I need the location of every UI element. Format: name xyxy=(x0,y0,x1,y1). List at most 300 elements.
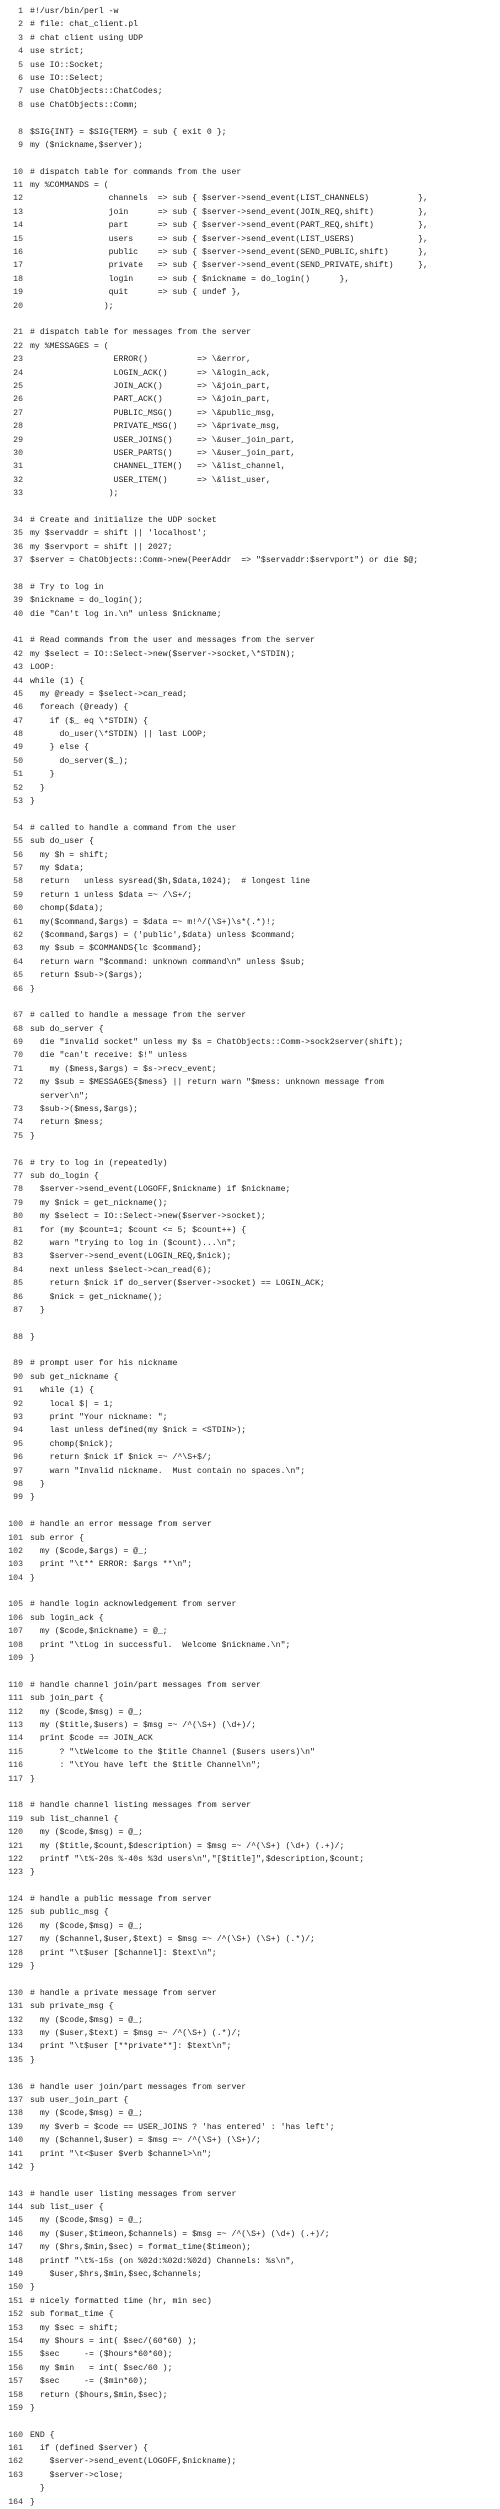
line-number: 155 xyxy=(8,2350,23,2360)
line-number: 77 xyxy=(13,1171,23,1181)
code-line xyxy=(0,1291,500,1304)
line-code: # handle a public message from server xyxy=(30,1895,212,1905)
line-code: return unless sysread($h,$data,1024); # longest line xyxy=(30,877,311,887)
line-number: 34 xyxy=(13,515,23,525)
line-code: sub error { xyxy=(30,1533,85,1543)
line-number: 139 xyxy=(8,2122,23,2132)
line-code: } xyxy=(30,1332,35,1342)
code-line xyxy=(0,2469,500,2482)
code-line xyxy=(0,1250,500,1263)
line-code: use IO::Socket; xyxy=(30,60,104,70)
code-line xyxy=(0,688,500,701)
line-number: 93 xyxy=(13,1413,23,1423)
code-line xyxy=(0,2482,500,2495)
code-line xyxy=(0,956,500,969)
line-code: # handle an error message from server xyxy=(30,1520,212,1530)
line-code: #!/usr/bin/perl -w xyxy=(30,7,119,16)
line-code: use ChatObjects::Comm; xyxy=(30,100,139,110)
code-line xyxy=(0,1036,500,1049)
line-code: return $nick if do_server($server->socket) == LOGIN_ACK; xyxy=(30,1279,325,1289)
line-number: 10 xyxy=(13,167,23,177)
line-code: $server = ChatObjects::Comm->new(PeerAddr => "$servaddr:$servport") or die $@; xyxy=(30,556,419,566)
line-code: ERROR() => \&error, xyxy=(30,355,252,365)
line-code: my ($code,$msg) = @_; xyxy=(30,1921,144,1931)
line-number: 81 xyxy=(13,1225,23,1235)
line-code: # file: chat_client.pl xyxy=(30,20,139,30)
code-line xyxy=(0,1090,500,1103)
code-line xyxy=(0,500,500,513)
code-line xyxy=(0,2268,500,2281)
code-line xyxy=(0,139,500,152)
code-line xyxy=(0,2295,500,2308)
line-code: join => sub { $server->send_event(JOIN_REQ,shift) }, xyxy=(30,207,428,217)
line-number: 111 xyxy=(8,1694,23,1704)
line-code: do_server($_); xyxy=(30,756,129,766)
code-line xyxy=(0,1813,500,1826)
line-number: 49 xyxy=(13,743,23,753)
line-code: } xyxy=(30,984,35,994)
line-code: local $| = 1; xyxy=(30,1399,114,1409)
line-number: 32 xyxy=(13,475,23,485)
line-number: 66 xyxy=(13,984,23,994)
line-number: 121 xyxy=(8,1841,23,1851)
line-number: 30 xyxy=(13,448,23,458)
line-number: 102 xyxy=(8,1546,23,1556)
line-number: 69 xyxy=(13,1038,23,1048)
code-line xyxy=(0,929,500,942)
line-code: PRIVATE_MSG() => \&private_msg, xyxy=(30,422,281,432)
code-line xyxy=(0,1424,500,1437)
line-code: } xyxy=(30,2497,35,2507)
line-number: 128 xyxy=(8,1948,23,1958)
line-number: 162 xyxy=(8,2457,23,2467)
line-code: my $data; xyxy=(30,864,85,873)
line-number: 23 xyxy=(13,355,23,365)
line-number: 78 xyxy=(13,1185,23,1195)
code-line xyxy=(0,2362,500,2375)
line-number: 107 xyxy=(8,1627,23,1637)
line-number: 159 xyxy=(8,2403,23,2413)
line-number: 40 xyxy=(13,609,23,619)
code-line xyxy=(0,2375,500,2388)
code-line xyxy=(0,1264,500,1277)
line-code: ); xyxy=(30,301,114,311)
code-line xyxy=(0,1103,500,1116)
code-line xyxy=(0,741,500,754)
code-line xyxy=(0,916,500,929)
line-code: } xyxy=(30,2403,35,2413)
line-code: private => sub { $server->send_event(SEND_PRIVATE,shift) }, xyxy=(30,261,428,271)
line-code: sub do_server { xyxy=(30,1024,104,1034)
line-code: use strict; xyxy=(30,47,85,57)
code-line xyxy=(0,18,500,31)
line-code: my $nick = get_nickname(); xyxy=(30,1198,168,1208)
code-line xyxy=(0,661,500,674)
line-number: 113 xyxy=(8,1721,23,1730)
code-line xyxy=(0,1692,500,1705)
code-line xyxy=(0,1706,500,1719)
line-code: if (defined $server) { xyxy=(30,2444,148,2454)
line-number: 85 xyxy=(13,1279,23,1289)
code-line xyxy=(0,1853,500,1866)
line-number: 20 xyxy=(13,301,23,311)
line-number: 114 xyxy=(8,1734,23,1744)
line-number: 132 xyxy=(8,2015,23,2025)
line-number: 144 xyxy=(8,2203,23,2213)
line-code: print "\t<$user $verb $channel>\n"; xyxy=(30,2149,212,2159)
code-line xyxy=(0,259,500,272)
code-line xyxy=(0,1719,500,1732)
code-line xyxy=(0,1157,500,1170)
line-number: 82 xyxy=(13,1238,23,1248)
line-code: die "can't receive: $!" unless xyxy=(30,1051,188,1061)
code-line xyxy=(0,648,500,661)
line-number: 3 xyxy=(18,33,23,43)
line-number: 108 xyxy=(8,1640,23,1650)
code-line xyxy=(0,2429,500,2442)
code-line xyxy=(0,1532,500,1545)
line-number: 41 xyxy=(13,636,23,646)
code-line xyxy=(0,996,500,1009)
code-line xyxy=(0,634,500,647)
line-number: 95 xyxy=(13,1439,23,1449)
line-code: my ($title,$count,$description) = $msg =~ /^(\S+) (\d+) (.+)/; xyxy=(30,1841,345,1851)
line-code: return $mess; xyxy=(30,1118,104,1128)
line-code: my ($hrs,$min,$sec) = format_time($timeon); xyxy=(30,2243,252,2253)
code-line xyxy=(0,1612,500,1625)
line-number: 26 xyxy=(13,395,23,405)
code-line xyxy=(0,2161,500,2174)
line-code: CHANNEL_ITEM() => \&list_channel, xyxy=(30,462,286,472)
line-code: } xyxy=(30,1868,35,1878)
code-line xyxy=(0,1197,500,1210)
line-number: 119 xyxy=(8,1814,23,1824)
line-code: # chat client using UDP xyxy=(30,33,144,43)
line-code: } xyxy=(30,1774,35,1784)
line-number: 70 xyxy=(13,1051,23,1061)
line-number: 62 xyxy=(13,930,23,940)
line-number: 146 xyxy=(8,2229,23,2239)
code-line xyxy=(0,286,500,299)
line-code: $server->send_event(LOGOFF,$nickname); xyxy=(30,2457,237,2467)
code-line xyxy=(0,2174,500,2187)
line-number: 97 xyxy=(13,1466,23,1476)
line-number: 94 xyxy=(13,1426,23,1436)
code-line xyxy=(0,1438,500,1451)
line-code: my ($nickname,$server); xyxy=(30,140,144,150)
code-line xyxy=(0,1639,500,1652)
code-line xyxy=(0,983,500,996)
code-line xyxy=(0,782,500,795)
code-line xyxy=(0,420,500,433)
line-number: 11 xyxy=(13,181,23,191)
line-code: my $sub = $COMMANDS{lc $command}; xyxy=(30,944,202,954)
line-code: } xyxy=(30,2283,35,2293)
line-number: 65 xyxy=(13,971,23,981)
code-line xyxy=(0,246,500,259)
line-number: 152 xyxy=(8,2310,23,2320)
code-line xyxy=(0,755,500,768)
code-line xyxy=(0,795,500,808)
line-number: 149 xyxy=(8,2270,23,2280)
code-line xyxy=(0,2201,500,2214)
line-code: # prompt user for his nickname xyxy=(30,1359,178,1369)
line-code: while (1) { xyxy=(30,1386,94,1396)
line-code: my $hours = int( $sec/(60*60) ); xyxy=(30,2336,198,2346)
line-code: $sub->($mess,$args); xyxy=(30,1105,139,1115)
code-line xyxy=(0,594,500,607)
line-number: 59 xyxy=(13,890,23,900)
code-line xyxy=(0,206,500,219)
line-code: my $sec = shift; xyxy=(30,2323,119,2333)
line-code: channels => sub { $server->send_event(LIST_CHANNELS) }, xyxy=(30,194,428,204)
line-code: if ($_ eq \*STDIN) { xyxy=(30,716,148,726)
line-code: sub user_join_part { xyxy=(30,2095,129,2105)
code-line xyxy=(0,2121,500,2134)
line-code: # handle user join/part messages from server xyxy=(30,2082,247,2092)
line-code: my ($channel,$user) = $msg =~ /^(\S+) (\S+)/; xyxy=(30,2136,261,2146)
line-number: 39 xyxy=(13,596,23,606)
line-code: $sec -= ($min*60); xyxy=(30,2377,148,2387)
code-line xyxy=(0,2241,500,2254)
code-line xyxy=(0,2281,500,2294)
code-line xyxy=(0,1210,500,1223)
code-line xyxy=(0,2335,500,2348)
line-code: for (my $count=1; $count <= 5; $count++) { xyxy=(30,1225,247,1235)
code-line xyxy=(0,2094,500,2107)
line-number: 5 xyxy=(18,60,23,70)
line-number: 7 xyxy=(18,87,23,97)
code-line xyxy=(0,1277,500,1290)
code-line xyxy=(0,2415,500,2428)
code-line xyxy=(0,460,500,473)
line-number: 52 xyxy=(13,783,23,793)
line-number: 117 xyxy=(8,1774,23,1784)
line-code: public => sub { $server->send_event(SEND_PUBLIC,shift) }, xyxy=(30,248,428,258)
line-code: sub login_ack { xyxy=(30,1613,104,1623)
line-code: PUBLIC_MSG() => \&public_msg, xyxy=(30,408,276,418)
code-line xyxy=(0,313,500,326)
code-line xyxy=(0,2442,500,2455)
line-number: 31 xyxy=(13,462,23,472)
line-code: sub public_msg { xyxy=(30,1908,109,1918)
line-number: 71 xyxy=(13,1064,23,1074)
line-number: 9 xyxy=(18,140,23,150)
line-number: 57 xyxy=(13,864,23,873)
line-number: 8 xyxy=(18,127,23,137)
line-number: 51 xyxy=(13,770,23,780)
line-number: 133 xyxy=(8,2028,23,2038)
line-number: 125 xyxy=(8,1908,23,1918)
line-code: USER_JOINS() => \&user_join_part, xyxy=(30,435,296,445)
line-code: # try to log in (repeatedly) xyxy=(30,1158,168,1168)
line-number: 87 xyxy=(13,1305,23,1315)
line-code: chomp($nick); xyxy=(30,1439,114,1449)
line-code: sub do_login { xyxy=(30,1171,99,1181)
code-line xyxy=(0,1384,500,1397)
line-code: return $sub->($args); xyxy=(30,971,144,981)
code-line xyxy=(0,2322,500,2335)
code-line xyxy=(0,2402,500,2415)
code-line xyxy=(0,1344,500,1357)
line-number: 50 xyxy=(13,756,23,766)
line-number: 24 xyxy=(13,368,23,378)
code-line xyxy=(0,1987,500,2000)
line-number: 103 xyxy=(8,1560,23,1570)
line-number: 55 xyxy=(13,837,23,847)
line-number: 150 xyxy=(8,2283,23,2293)
line-code: USER_ITEM() => \&list_user, xyxy=(30,475,271,485)
line-number: 25 xyxy=(13,381,23,391)
line-number: 46 xyxy=(13,703,23,713)
code-line xyxy=(0,166,500,179)
line-number: 161 xyxy=(8,2444,23,2454)
code-line xyxy=(0,59,500,72)
code-line xyxy=(0,2134,500,2147)
code-line xyxy=(0,1920,500,1933)
line-code: sub do_user { xyxy=(30,837,94,847)
line-code: print "\t$user [**private**]: $text\n"; xyxy=(30,2042,232,2052)
code-line xyxy=(0,1170,500,1183)
line-code: chomp($data); xyxy=(30,904,104,914)
line-number: 2 xyxy=(18,20,23,30)
line-code: LOGIN_ACK() => \&login_ack, xyxy=(30,368,271,378)
code-line xyxy=(0,1009,500,1022)
code-line xyxy=(0,942,500,955)
code-line xyxy=(0,1465,500,1478)
code-line xyxy=(0,1665,500,1678)
line-number: 106 xyxy=(8,1613,23,1623)
line-number: 92 xyxy=(13,1399,23,1409)
line-number: 118 xyxy=(8,1801,23,1811)
code-line xyxy=(0,889,500,902)
line-number: 131 xyxy=(8,2002,23,2012)
line-number: 145 xyxy=(8,2216,23,2226)
code-line xyxy=(0,1023,500,1036)
line-code: printf "\t%-15s (on %02d:%02d:%02d) Channels: %s\n", xyxy=(30,2256,296,2266)
line-number: 27 xyxy=(13,408,23,418)
line-code: my($command,$args) = $data =~ m!^/(\S+)\s*(.*)!; xyxy=(30,917,276,927)
line-code: last unless defined(my $nick = <STDIN>); xyxy=(30,1426,247,1436)
code-line xyxy=(0,2054,500,2067)
line-number: 100 xyxy=(8,1520,23,1530)
line-number: 18 xyxy=(13,274,23,284)
line-number: 12 xyxy=(13,194,23,204)
line-code: my $verb = $code == USER_JOINS ? 'has entered' : 'has left'; xyxy=(30,2122,335,2132)
code-line xyxy=(0,340,500,353)
code-line xyxy=(0,1398,500,1411)
code-line xyxy=(0,862,500,875)
code-line xyxy=(0,487,500,500)
line-code: while (1) { xyxy=(30,676,85,686)
line-number: 60 xyxy=(13,904,23,914)
code-line xyxy=(0,1773,500,1786)
line-code: sub list_channel { xyxy=(30,1814,119,1824)
line-number: 43 xyxy=(13,663,23,673)
line-number: 112 xyxy=(8,1707,23,1717)
line-number: 147 xyxy=(8,2243,23,2253)
code-line xyxy=(0,1880,500,1893)
code-line xyxy=(0,2040,500,2053)
line-code: return 1 unless $data =~ /\S+/; xyxy=(30,890,193,900)
line-number: 44 xyxy=(13,676,23,686)
line-number: 151 xyxy=(8,2296,23,2306)
line-number: 76 xyxy=(13,1158,23,1168)
line-code: my $servport = shift || 2027; xyxy=(30,542,173,552)
line-number: 138 xyxy=(8,2109,23,2119)
line-code: } xyxy=(30,1479,45,1489)
code-line xyxy=(0,2228,500,2241)
line-code: sub list_user { xyxy=(30,2203,104,2213)
line-code: return ($hours,$min,$sec); xyxy=(30,2390,168,2400)
line-code: ? "\tWelcome to the $title Channel ($users users)\n" xyxy=(30,1747,315,1757)
line-number: 86 xyxy=(13,1292,23,1302)
line-code: my $select = IO::Select->new($server->socket,\*STDIN); xyxy=(30,649,296,659)
code-line xyxy=(0,1237,500,1250)
code-line xyxy=(0,1933,500,1946)
line-code: print "\t** ERROR: $args **\n"; xyxy=(30,1560,193,1570)
line-code: use IO::Select; xyxy=(30,73,104,83)
line-code: ($command,$args) = ('public',$data) unless $command; xyxy=(30,930,296,940)
line-code: my ($code,$nickname) = @_; xyxy=(30,1627,168,1637)
code-line xyxy=(0,902,500,915)
line-code: my ($code,$msg) = @_; xyxy=(30,1707,144,1717)
line-number: 4 xyxy=(18,47,23,57)
code-line xyxy=(0,2014,500,2027)
line-number: 48 xyxy=(13,730,23,740)
code-line xyxy=(0,1076,500,1089)
code-line xyxy=(0,1371,500,1384)
code-line xyxy=(0,1317,500,1330)
line-number: 29 xyxy=(13,435,23,445)
line-number: 109 xyxy=(8,1654,23,1664)
line-code: quit => sub { undef }, xyxy=(30,288,242,298)
code-line xyxy=(0,5,500,18)
code-line xyxy=(0,1799,500,1812)
line-code: my ($code,$msg) = @_; xyxy=(30,2216,144,2226)
code-line xyxy=(0,1049,500,1062)
line-number: 73 xyxy=(13,1105,23,1115)
code-line xyxy=(0,434,500,447)
line-number: 64 xyxy=(13,957,23,967)
code-line xyxy=(0,1746,500,1759)
line-number: 47 xyxy=(13,716,23,726)
line-code: my ($code,$msg) = @_; xyxy=(30,2109,144,2119)
line-number: 96 xyxy=(13,1453,23,1463)
code-line xyxy=(0,875,500,888)
line-code: my %COMMANDS = ( xyxy=(30,181,109,191)
line-number: 105 xyxy=(8,1600,23,1610)
line-number: 143 xyxy=(8,2189,23,2199)
code-line xyxy=(0,2389,500,2402)
line-code: do_user(\*STDIN) || last LOOP; xyxy=(30,730,207,740)
code-line xyxy=(0,393,500,406)
line-code: print "Your nickname: "; xyxy=(30,1413,168,1423)
line-number: 21 xyxy=(13,328,23,338)
line-number: 74 xyxy=(13,1118,23,1128)
line-code: : "\tYou have left the $title Channel\n"; xyxy=(30,1761,261,1771)
line-number: 42 xyxy=(13,649,23,659)
code-line xyxy=(0,1183,500,1196)
line-code: END { xyxy=(30,2430,55,2440)
line-number: 136 xyxy=(8,2082,23,2092)
code-line xyxy=(0,1840,500,1853)
line-code: # handle user listing messages from server xyxy=(30,2189,237,2199)
line-number: 6 xyxy=(18,73,23,83)
line-code: $server->close; xyxy=(30,2470,124,2480)
line-code: server\n"; xyxy=(30,1091,89,1101)
code-line xyxy=(0,1491,500,1504)
